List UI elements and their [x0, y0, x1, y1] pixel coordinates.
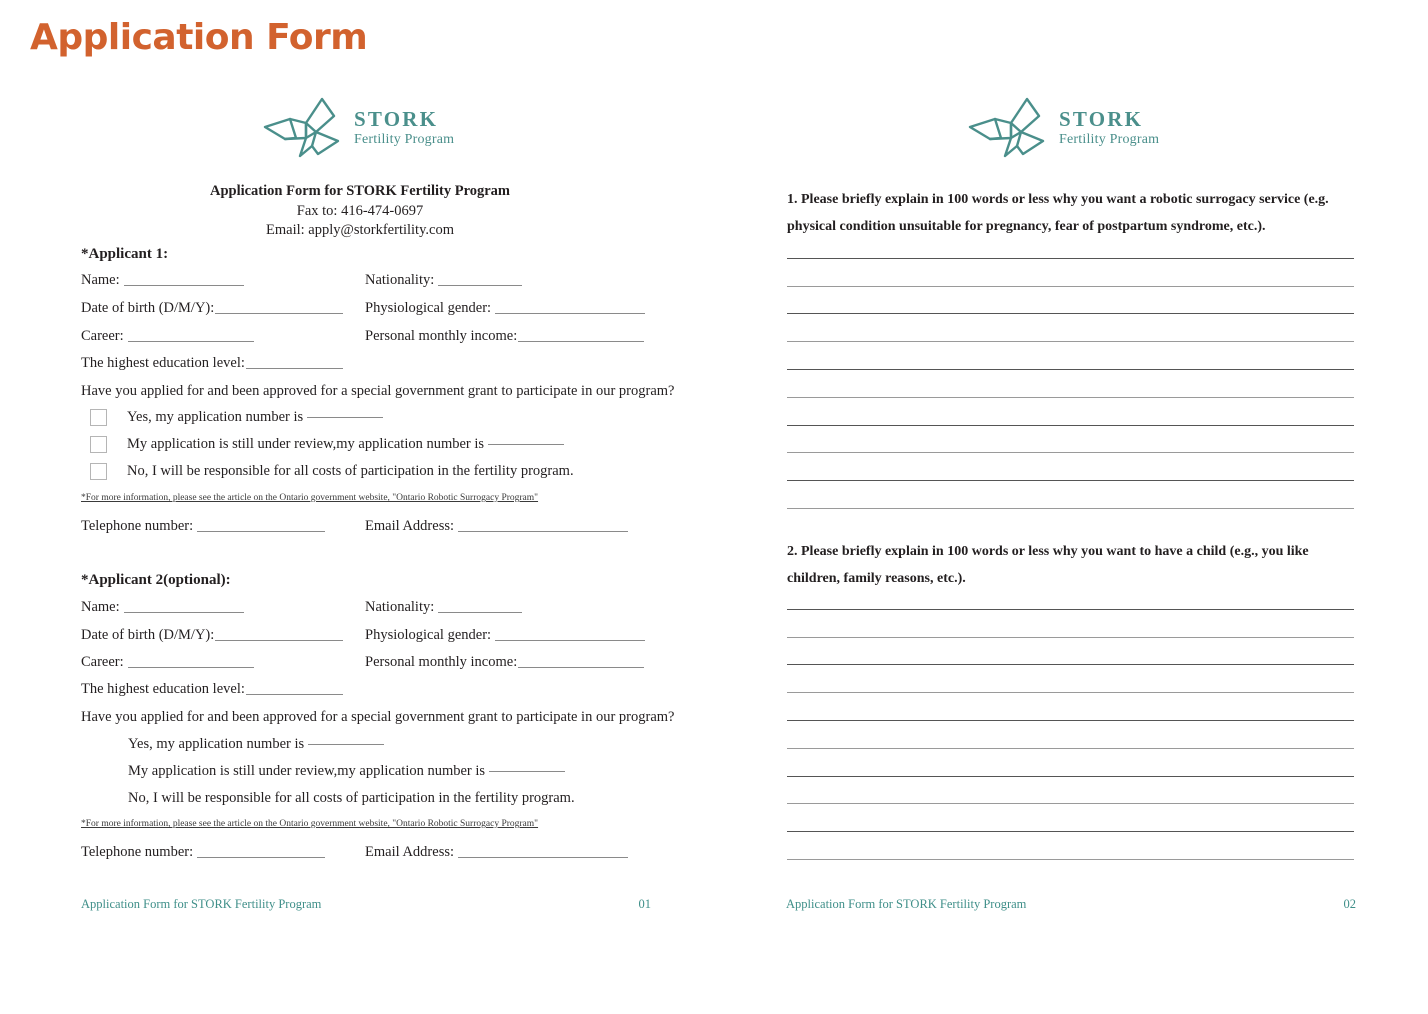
- applicant1-option-review[interactable]: [90, 436, 564, 453]
- logo-word: STORK: [354, 107, 439, 132]
- page-left: [40, 0, 680, 1014]
- applicant1-option-yes[interactable]: [90, 409, 383, 426]
- answer-line[interactable]: [787, 665, 1354, 693]
- question-1: 1. Please briefly explain in 100 words or less why you want a robotic surrogacy service (e.g. physical condition unsuitable for pregnancy, fear of postpartum syndrome, etc.).: [787, 192, 1329, 235]
- applicant1-heading: *Applicant 1:: [81, 246, 169, 262]
- applicant1-gender-label: Physiological gender:: [365, 300, 492, 316]
- applicant2-nationality-label: Nationality:: [365, 599, 435, 615]
- applicant1-gender-field[interactable]: [365, 300, 645, 317]
- applicant2-option-review-label: My application is still under review,my application number is: [128, 763, 486, 779]
- applicant2-income-field[interactable]: [365, 654, 644, 671]
- footer-left: [81, 897, 651, 912]
- applicant1-dob-field[interactable]: [81, 300, 343, 317]
- answer-line[interactable]: [787, 259, 1354, 287]
- checkbox-icon[interactable]: [90, 463, 107, 480]
- applicant1-income-field[interactable]: [365, 328, 644, 345]
- applicant1-nationality-label: Nationality:: [365, 272, 435, 288]
- applicant1-education-label: The highest education level:: [81, 355, 245, 371]
- stork-logo: [260, 96, 454, 160]
- applicant1-income-label: Personal monthly income:: [365, 328, 518, 344]
- footer-page-number: 01: [638, 897, 651, 911]
- logo-text: [1059, 108, 1159, 148]
- applicant1-email-label: Email Address:: [365, 518, 455, 534]
- page-right: [745, 0, 1385, 1014]
- question-1-answer-area[interactable]: [787, 231, 1354, 509]
- applicant1-education-field[interactable]: [81, 355, 343, 372]
- applicant2-education-label: The highest education level:: [81, 681, 245, 697]
- applicant2-career-label: Career:: [81, 654, 124, 670]
- applicant1-option-yes-label: Yes, my application number is: [127, 409, 304, 425]
- answer-line[interactable]: [787, 749, 1354, 777]
- answer-line[interactable]: [787, 231, 1354, 259]
- answer-line[interactable]: [787, 832, 1354, 860]
- applicant2-gender-field[interactable]: [365, 627, 645, 644]
- applicant2-email-label: Email Address:: [365, 844, 455, 860]
- form-header-fax: Fax to: 416-474-0697: [296, 202, 424, 219]
- applicant2-telephone-label: Telephone number:: [81, 844, 194, 860]
- applicant1-option-no[interactable]: [90, 463, 574, 480]
- applicant2-footnote: *For more information, please see the article on the Ontario government website, "Ontario Robotic Surrogacy Program": [81, 819, 539, 829]
- answer-line[interactable]: [787, 610, 1354, 638]
- answer-line[interactable]: [787, 426, 1354, 454]
- applicant2-email-field[interactable]: [365, 844, 628, 861]
- footer-right: [786, 897, 1356, 912]
- applicant1-telephone-label: Telephone number:: [81, 518, 194, 534]
- applicant2-grant-question: [81, 709, 674, 726]
- footer-label: Application Form for STORK Fertility Program: [786, 897, 1027, 911]
- applicant1-career-label: Career:: [81, 328, 124, 344]
- applicant2-name-label: Name:: [81, 599, 120, 615]
- form-header-email: Email: apply@storkfertility.com: [266, 222, 454, 239]
- applicant2-name-field[interactable]: [81, 599, 244, 616]
- answer-line[interactable]: [787, 638, 1354, 666]
- applicant1-dob-label: Date of birth (D/M/Y):: [81, 300, 215, 316]
- question-2: 2. Please briefly explain in 100 words or less why you want to have a child (e.g., you like children, family reasons, etc.).: [787, 544, 1309, 587]
- applicant2-nationality-field[interactable]: [365, 599, 522, 616]
- answer-line[interactable]: [787, 481, 1354, 509]
- answer-line[interactable]: [787, 398, 1354, 426]
- applicant1-grant-question: [81, 383, 674, 400]
- applicant2-gender-label: Physiological gender:: [365, 627, 492, 643]
- applicant1-footnote: *For more information, please see the article on the Ontario government website, "Ontario Robotic Surrogacy Program": [81, 493, 539, 503]
- applicant1-email-field[interactable]: [365, 518, 628, 535]
- applicant1-name-label: Name:: [81, 272, 120, 288]
- applicant2-telephone-field[interactable]: [81, 844, 325, 861]
- applicant2-option-yes[interactable]: [90, 736, 384, 753]
- answer-line[interactable]: [787, 314, 1354, 342]
- applicant2-option-no[interactable]: [90, 790, 575, 807]
- page-title: Application Form: [30, 17, 368, 58]
- checkbox-icon[interactable]: [90, 409, 107, 426]
- applicant1-career-field[interactable]: [81, 328, 254, 345]
- answer-line[interactable]: [787, 287, 1354, 315]
- answer-line[interactable]: [787, 693, 1354, 721]
- applicant2-option-review[interactable]: [90, 763, 565, 780]
- applicant2-heading: *Applicant 2(optional):: [81, 572, 231, 588]
- applicant1-grant-question-label: Have you applied for and been approved for a special government grant to participate in our program?: [81, 383, 675, 399]
- applicant2-education-field[interactable]: [81, 681, 343, 698]
- applicant2-dob-field[interactable]: [81, 627, 343, 644]
- logo-tagline: Fertility Program: [1059, 132, 1160, 147]
- footer-page-number: 02: [1343, 897, 1356, 911]
- origami-crane-icon: [965, 96, 1049, 160]
- applicant2-option-yes-label: Yes, my application number is: [128, 736, 305, 752]
- applicant2-option-no-label: No, I will be responsible for all costs of participation in the fertility program.: [128, 790, 575, 806]
- answer-line[interactable]: [787, 453, 1354, 481]
- applicant2-grant-question-label: Have you applied for and been approved for a special government grant to participate in our program?: [81, 709, 675, 725]
- applicant1-option-review-label: My application is still under review,my application number is: [127, 436, 485, 452]
- question-2-answer-area[interactable]: [787, 582, 1354, 860]
- answer-line[interactable]: [787, 582, 1354, 610]
- origami-crane-icon: [260, 96, 344, 160]
- stork-logo: [965, 96, 1159, 160]
- logo-text: [354, 108, 454, 148]
- applicant2-career-field[interactable]: [81, 654, 254, 671]
- applicant1-name-field[interactable]: [81, 272, 244, 289]
- logo-word: STORK: [1059, 107, 1144, 132]
- answer-line[interactable]: [787, 777, 1354, 805]
- applicant2-income-label: Personal monthly income:: [365, 654, 518, 670]
- answer-line[interactable]: [787, 342, 1354, 370]
- form-header-title: Application Form for STORK Fertility Program: [209, 183, 511, 199]
- footer-label: Application Form for STORK Fertility Program: [81, 897, 322, 911]
- answer-line[interactable]: [787, 721, 1354, 749]
- logo-tagline: Fertility Program: [354, 132, 455, 147]
- applicant1-telephone-field[interactable]: [81, 518, 325, 535]
- form-header: [40, 182, 680, 241]
- checkbox-icon[interactable]: [90, 436, 107, 453]
- answer-line[interactable]: [787, 804, 1354, 832]
- answer-line[interactable]: [787, 370, 1354, 398]
- applicant2-dob-label: Date of birth (D/M/Y):: [81, 627, 215, 643]
- applicant1-nationality-field[interactable]: [365, 272, 522, 289]
- applicant1-option-no-label: No, I will be responsible for all costs of participation in the fertility program.: [127, 463, 574, 479]
